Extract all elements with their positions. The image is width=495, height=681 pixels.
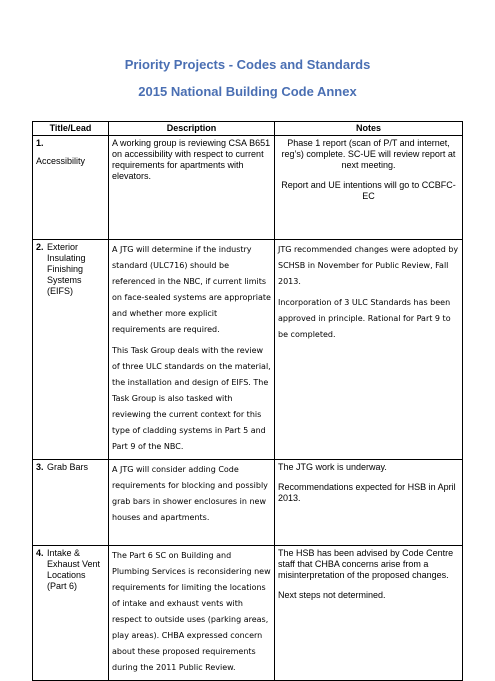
description-cell [109,460,275,546]
notes-text: The JTG work is underway. [278,462,387,472]
description-text: A JTG will consider adding Code requirements for blocking and possibly grab bars in shower enclosures in new houses and apartments. [112,465,268,522]
notes-text: Phase 1 report (scan of P/T and internet, reg’s) complete. SC-UE will review report at next meeting. [281,138,456,170]
title-cell [33,460,109,546]
page-title: Priority Projects - Codes and Standards [124,57,371,72]
notes-text: The HSB has been advised by Code Centre staff that CHBA concerns arise from a misinterpretation of the proposed changes. [278,548,454,580]
row-title: Exterior Insulating Finishing Systems (EIFS) [47,242,86,296]
title-cell [33,136,109,240]
notes-cell [275,136,463,240]
table-row [33,240,463,460]
notes-text: Incorporation of 3 ULC Standards has been approved in principle. Rational for Part 9 to be completed. [278,298,451,339]
description-text: The Part 6 SC on Building and Plumbing Services is reconsidering new requirements for limiting the locations of intake and exhaust vents with respect to outside uses (parking areas, play areas). CHBA expressed concern about these proposed requirements during the 2011 Public Review. [112,551,271,672]
table-row [33,136,463,240]
title-cell [33,240,109,460]
priority-projects-table [32,121,463,681]
description-cell [109,136,275,240]
header-notes: Notes [275,122,463,136]
row-number: 2. [36,242,44,252]
notes-cell [275,460,463,546]
row-title: Accessibility [36,156,86,166]
notes-text: Recommendations expected for HSB in April 2013. [278,482,456,503]
notes-text: Report and UE intentions will go to CCBFC-EC [281,180,456,201]
row-title: Grab Bars [47,462,89,472]
description-cell [109,546,275,681]
table-row [33,460,463,546]
description-cell [109,240,275,460]
notes-text: Next steps not determined. [278,590,386,600]
title-cell [33,546,109,681]
row-number: 1. [36,138,44,148]
header-description: Description [109,122,275,136]
notes-cell [275,240,463,460]
notes-text: JTG recommended changes were adopted by SCHSB in November for Public Review, Fall 2013. [278,245,459,286]
description-text: A JTG will determine if the industry standard (ULC716) should be referenced in the NBC, if current limits on face-sealed systems are appropriate and whether more explicit requirements are required. [112,245,271,334]
table-header-row [33,122,463,136]
row-number: 4. [36,548,44,558]
row-number: 3. [36,462,44,472]
notes-cell [275,546,463,681]
row-title: Intake & Exhaust Vent Locations (Part 6) [47,548,101,591]
table-row [33,546,463,681]
header-title-lead: Title/Lead [33,122,109,136]
description-text: This Task Group deals with the review of three ULC standards on the material, the installation and design of EIFS. The Task Group is also tasked with reviewing the current context for this type of cladding systems in Part 5 and Part 9 of the NBC. [112,346,271,451]
page-subtitle: 2015 National Building Code Annex [138,84,357,99]
description-text: A working group is reviewing CSA B651 on accessibility with respect to current requirements for apartments with elevators. [112,138,271,181]
